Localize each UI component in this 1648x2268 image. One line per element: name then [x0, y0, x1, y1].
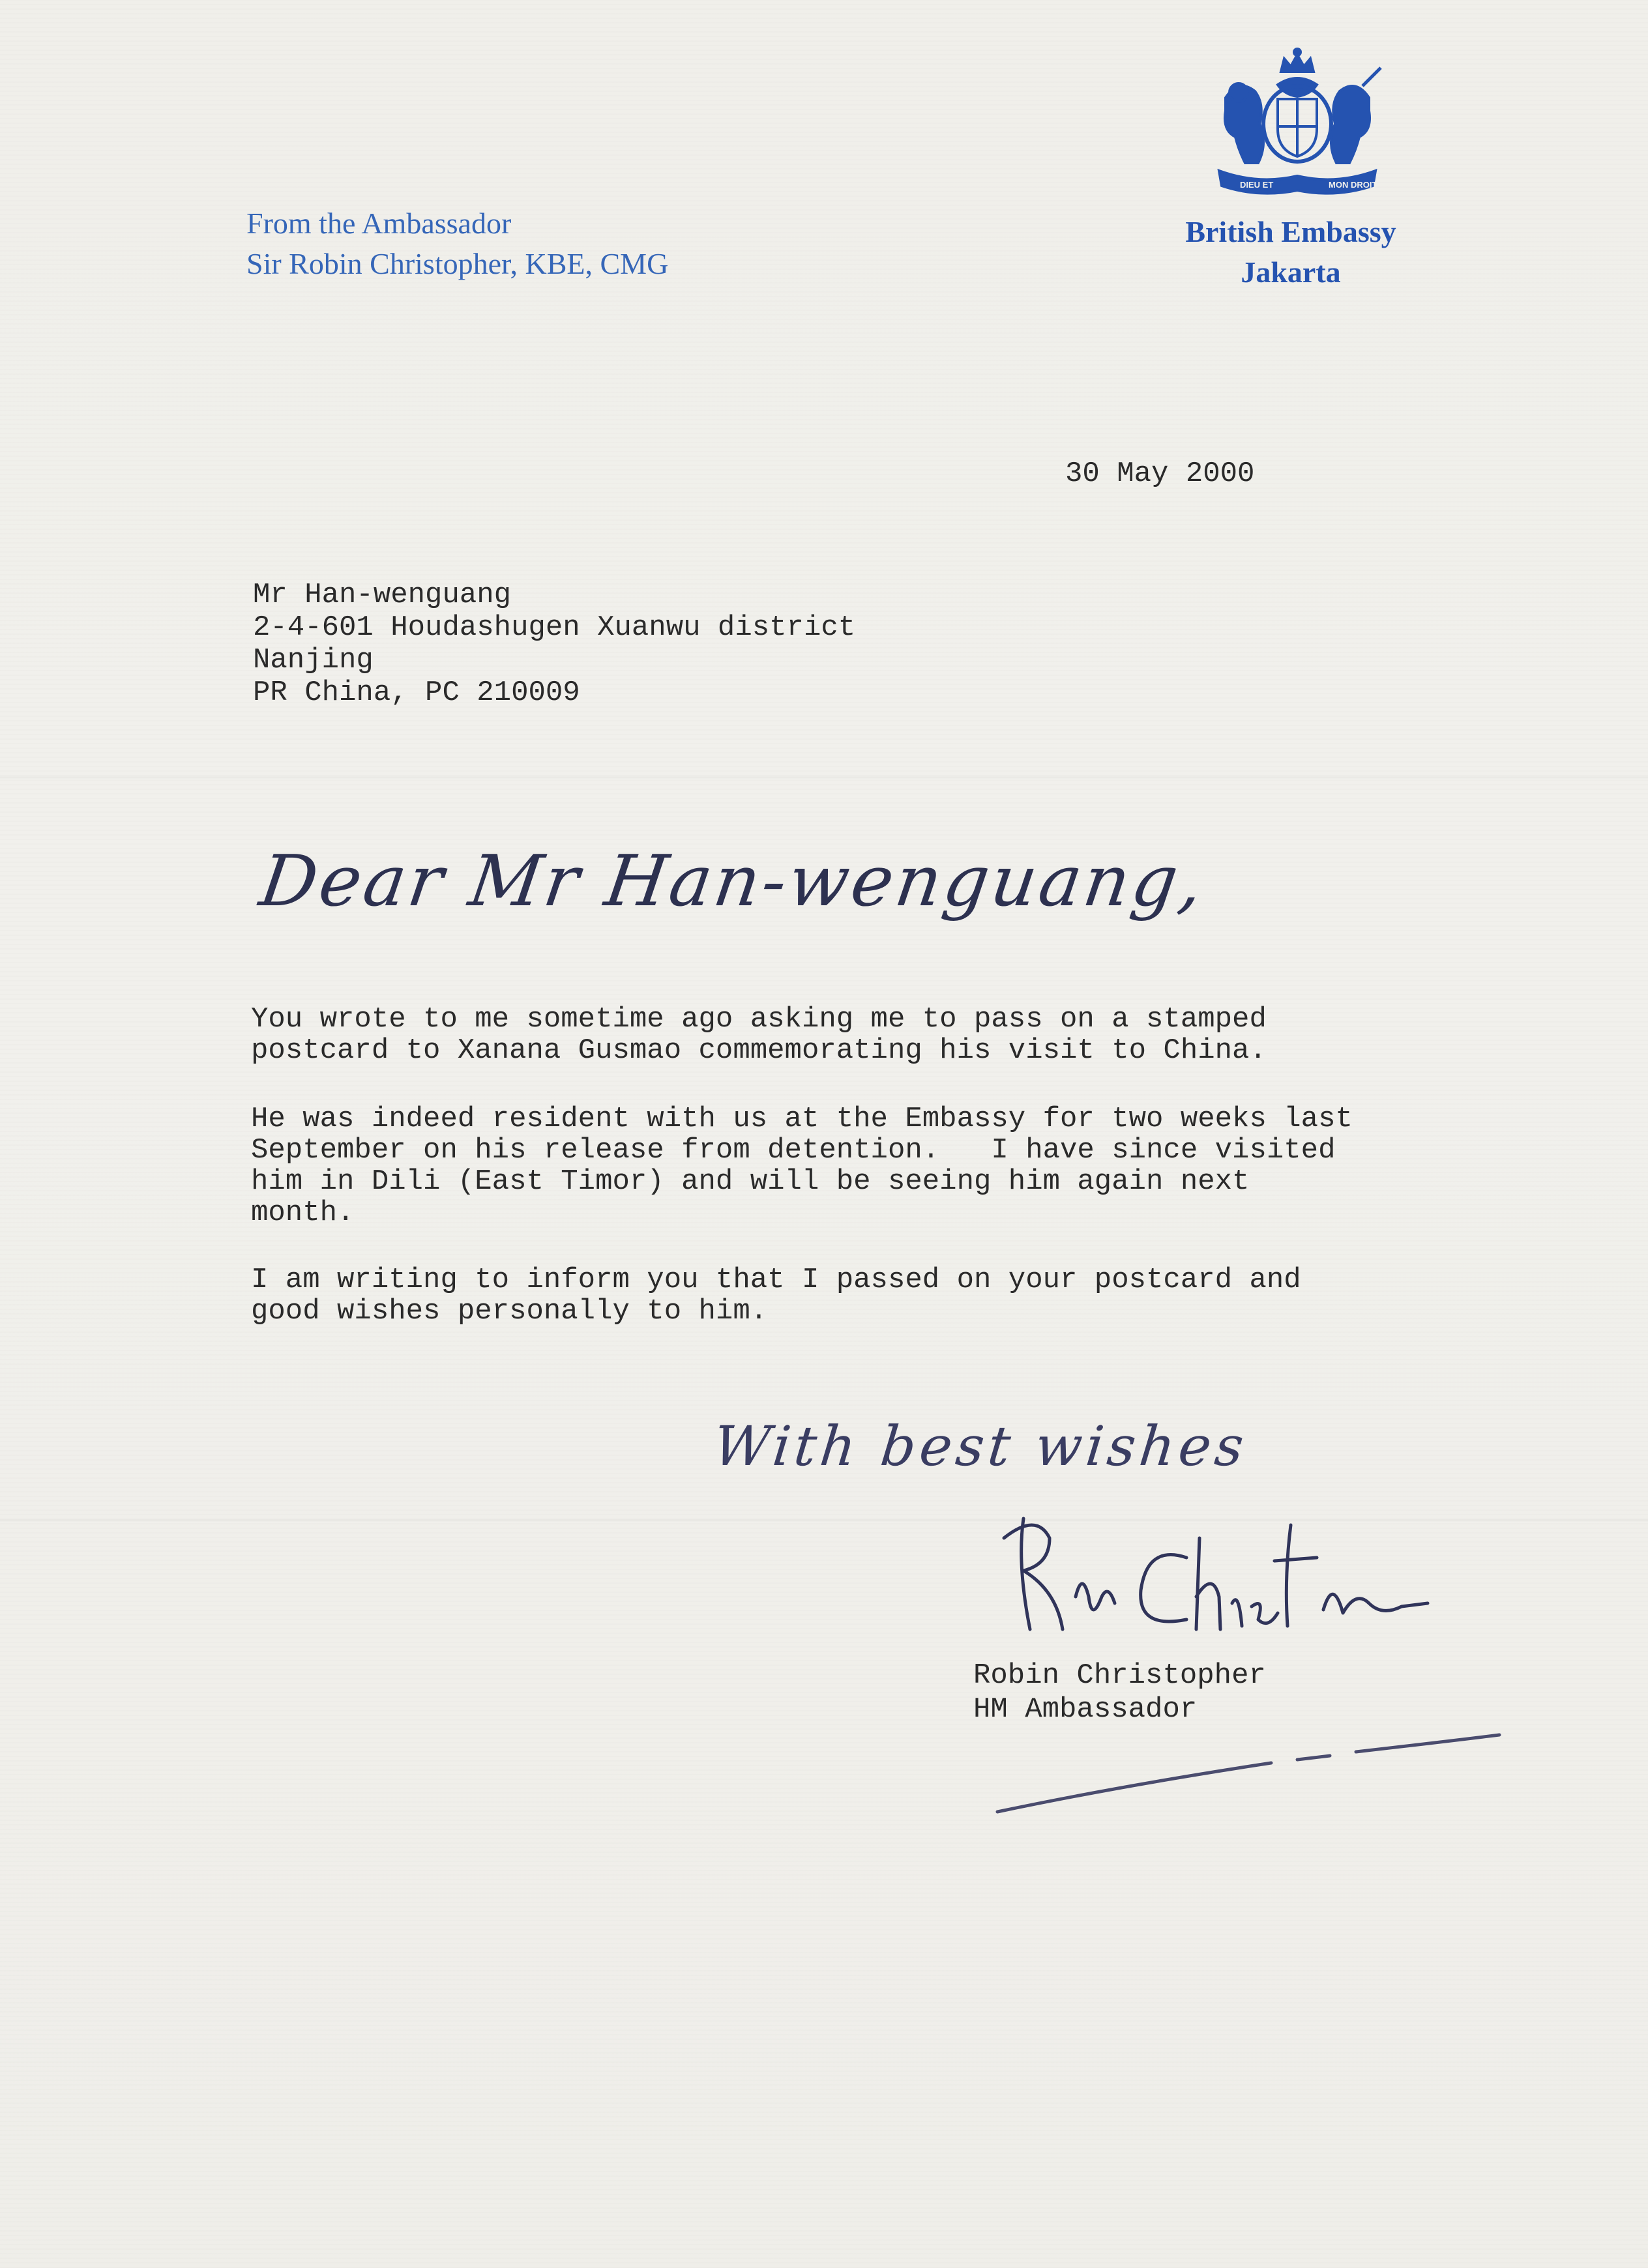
royal-coat-of-arms-icon — [1199, 46, 1395, 202]
typed-title: HM Ambassador — [973, 1693, 1198, 1726]
handwritten-signature — [978, 1499, 1434, 1649]
recipient-city: Nanjing — [253, 644, 374, 676]
recipient-address — [253, 579, 855, 709]
handwritten-closing: With best wishes — [710, 1414, 1251, 1478]
letterhead-embassy — [1141, 212, 1441, 293]
recipient-name: Mr Han-wenguang — [253, 579, 512, 611]
body-paragraph-2: He was indeed resident with us at the Embassy for two weeks last September on his release from detention. I have since visited him in Dili (East Timor) and will be seeing him again next month. — [251, 1103, 1353, 1229]
embassy-name: British Embassy — [1185, 215, 1396, 248]
pen-underline-stroke — [991, 1701, 1512, 1831]
letterhead-sender — [246, 203, 668, 284]
letter-date: 30 May 2000 — [1065, 458, 1255, 490]
body-paragraph-1: You wrote to me sometime ago asking me to pass on a stamped postcard to Xanana Gusmao commemorating his visit to China. — [251, 1003, 1267, 1067]
recipient-street: 2-4-601 Houdashugen Xuanwu district — [253, 611, 856, 644]
body-paragraph-3: I am writing to inform you that I passed on your postcard and good wishes personally to him. — [251, 1264, 1301, 1328]
crest-motto-left: DIEU ET — [1240, 180, 1274, 190]
recipient-country: PR China, PC 210009 — [253, 676, 580, 709]
sender-line: Sir Robin Christopher, KBE, CMG — [246, 247, 669, 280]
from-line: From the Ambassador — [246, 207, 512, 240]
embassy-city: Jakarta — [1241, 255, 1341, 289]
crest-motto-right: MON DROIT — [1329, 180, 1377, 190]
paper-fold-upper — [0, 776, 1648, 779]
handwritten-salutation: Dear Mr Han-wenguang, — [255, 841, 1211, 922]
typed-name: Robin Christopher — [973, 1659, 1266, 1692]
